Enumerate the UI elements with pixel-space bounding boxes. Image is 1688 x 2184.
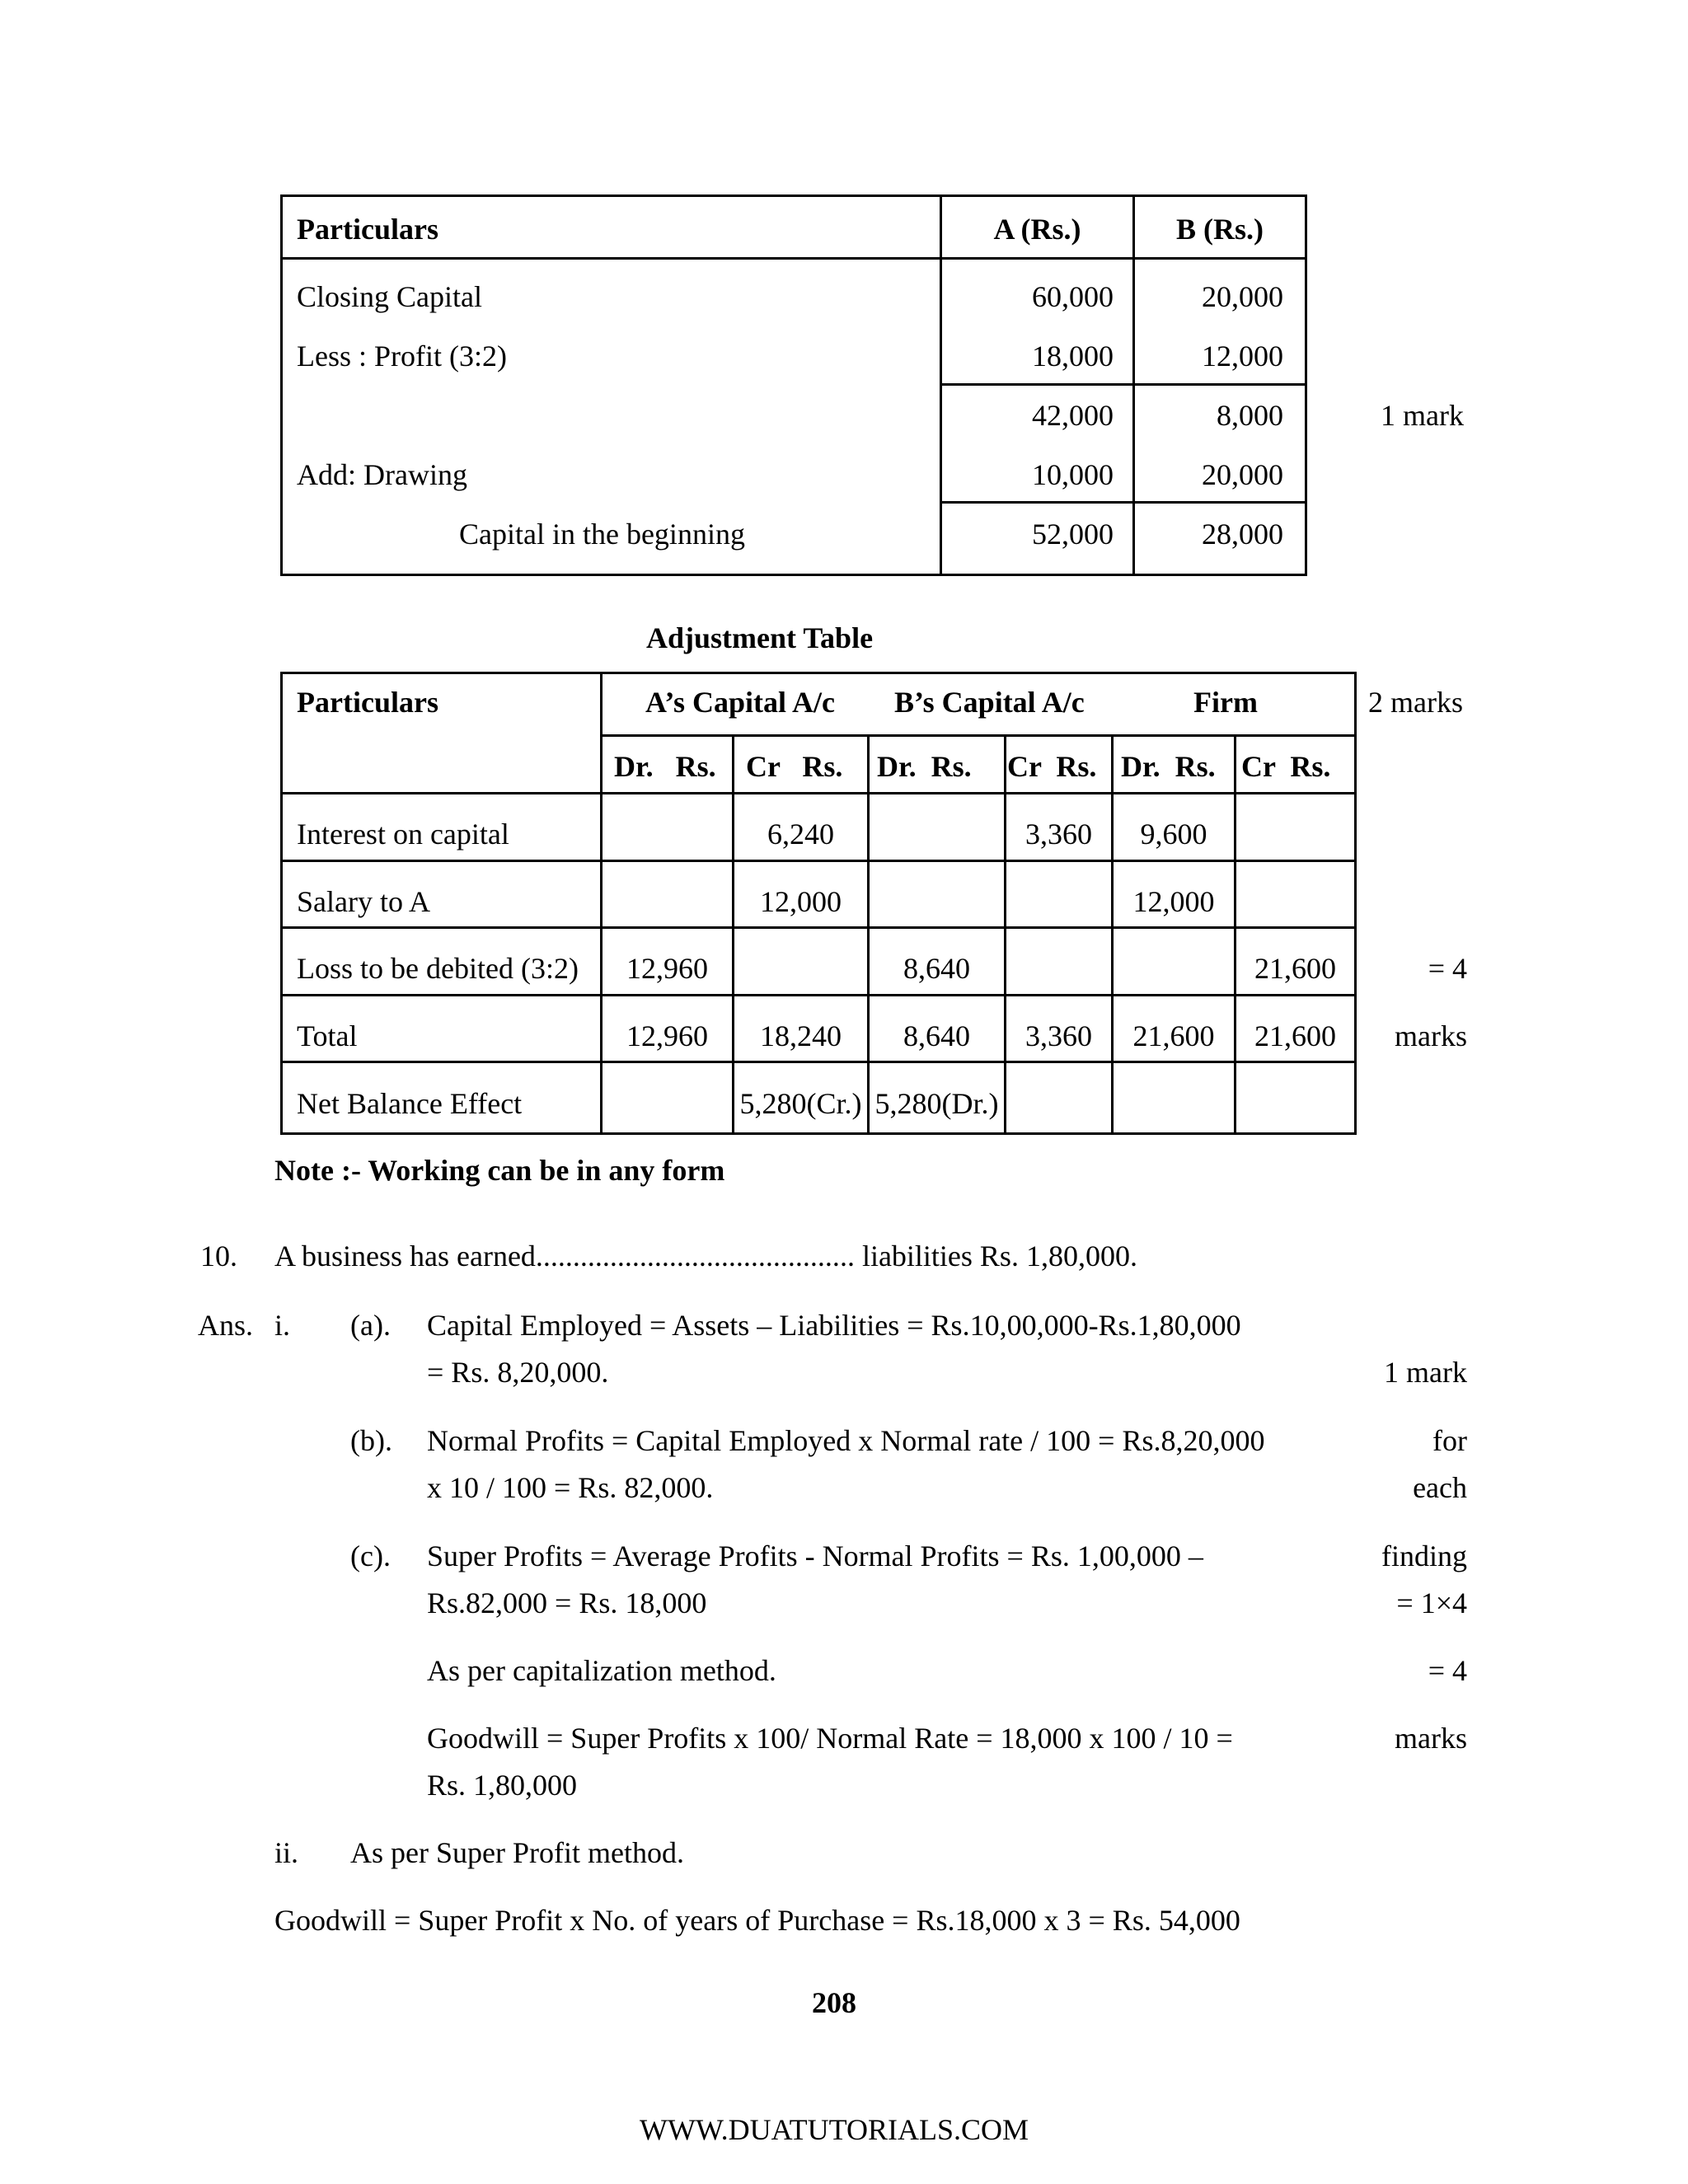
question-text-start: A business has earned......................................... (274, 1240, 840, 1272)
adjustment-table-title: Adjustment Table (646, 621, 874, 654)
header-b-capital: B’s Capital A/c (894, 686, 1085, 719)
cell-b-dr: 8,640 (903, 1019, 970, 1052)
answer-mark: for (1432, 1424, 1467, 1457)
cell-a-dr: 12,960 (626, 952, 708, 985)
adjustment-mark: marks (1395, 1019, 1467, 1052)
question-text-end: .. liabilities Rs. 1,80,000. (839, 1240, 1137, 1272)
answer-mark: marks (1395, 1722, 1467, 1755)
cell-f-dr: 21,600 (1132, 1019, 1215, 1052)
header-a-capital: A’s Capital A/c (645, 686, 835, 719)
header-f-dr: Dr. Rs. (1121, 750, 1216, 783)
page-number: 208 (812, 1986, 856, 2019)
cell-a-cr: 18,240 (760, 1019, 842, 1052)
ans-label: Ans. (198, 1309, 254, 1342)
header-a-cr: Cr Rs. (746, 750, 843, 783)
cell-b-cr: 3,360 (1025, 1019, 1092, 1052)
header-b-cr: Cr Rs. (1007, 750, 1097, 783)
goodwill-cap-line1: Goodwill = Super Profits x 100/ Normal Rate = 18,000 x 100 / 10 = (427, 1722, 1233, 1755)
item-c-line1: Super Profits = Average Profits - Normal Profits = Rs. 1,00,000 – (427, 1540, 1203, 1572)
cell-a-dr: 12,960 (626, 1019, 708, 1052)
row-label: Less : Profit (3:2) (297, 340, 507, 373)
header-a-dr: Dr. Rs. (614, 750, 716, 783)
part-ii-label: ii. (274, 1836, 299, 1869)
row-b: 20,000 (1202, 458, 1283, 491)
question-number: 10. (200, 1240, 237, 1272)
item-c-label: (c). (350, 1540, 391, 1572)
row-a: 52,000 (1032, 518, 1114, 551)
table-row-label: Total (297, 1019, 358, 1052)
table-row-label: Loss to be debited (3:2) (297, 952, 579, 985)
cell-b-dr: 8,640 (903, 952, 970, 985)
adjustment-mark: 2 marks (1368, 686, 1463, 719)
cell-a-cr: 12,000 (760, 885, 842, 918)
item-a-line1: Capital Employed = Assets – Liabilities = Rs.10,00,000-Rs.1,80,000 (427, 1309, 1241, 1342)
cell-a-cr: 5,280(Cr.) (739, 1087, 862, 1120)
row-b: 20,000 (1202, 280, 1283, 313)
website-footer: WWW.DUATUTORIALS.COM (640, 2113, 1029, 2146)
cell-f-cr: 21,600 (1254, 1019, 1336, 1052)
row-b: 28,000 (1202, 518, 1283, 551)
capital-table-mark: 1 mark (1381, 399, 1464, 432)
row-b: 12,000 (1202, 340, 1283, 373)
item-a-label: (a). (350, 1309, 391, 1342)
header-particulars: Particulars (297, 686, 438, 719)
header-b-dr: Dr. Rs. (877, 750, 972, 783)
header-firm: Firm (1193, 686, 1258, 719)
header-particulars: Particulars (297, 213, 438, 246)
item-c-line2: Rs.82,000 = Rs. 18,000 (427, 1586, 707, 1619)
answer-mark: = 4 (1428, 1654, 1467, 1687)
header-a: A (Rs.) (993, 213, 1081, 246)
goodwill-cap-line2: Rs. 1,80,000 (427, 1769, 578, 1802)
row-a: 42,000 (1032, 399, 1114, 432)
header-b: B (Rs.) (1176, 213, 1264, 246)
cell-f-dr: 12,000 (1132, 885, 1215, 918)
table-row-label: Salary to A (297, 885, 430, 918)
table-row-label: Interest on capital (297, 818, 509, 851)
cell-b-cr: 3,360 (1025, 818, 1092, 851)
answer-mark: each (1413, 1471, 1467, 1504)
row-label: Capital in the beginning (459, 518, 745, 551)
row-a: 60,000 (1032, 280, 1114, 313)
row-b: 8,000 (1217, 399, 1283, 432)
item-b-line1: Normal Profits = Capital Employed x Normal rate / 100 = Rs.8,20,000 (427, 1424, 1265, 1457)
answer-mark: finding (1381, 1540, 1467, 1572)
part-i-label: i. (274, 1309, 291, 1342)
row-a: 10,000 (1032, 458, 1114, 491)
note: Note :- Working can be in any form (274, 1154, 725, 1187)
goodwill-sp-line: Goodwill = Super Profit x No. of years of Purchase = Rs.18,000 x 3 = Rs. 54,000 (274, 1904, 1240, 1937)
cell-a-cr: 6,240 (767, 818, 834, 851)
cell-f-dr: 9,600 (1140, 818, 1207, 851)
answer-mark: = 1×4 (1396, 1586, 1467, 1619)
item-b-line2: x 10 / 100 = Rs. 82,000. (427, 1471, 714, 1504)
row-label: Add: Drawing (297, 458, 467, 491)
adjustment-mark: = 4 (1428, 952, 1467, 985)
row-label: Closing Capital (297, 280, 482, 313)
capitalization-line: As per capitalization method. (427, 1654, 776, 1687)
item-b-label: (b). (350, 1424, 392, 1457)
table-row-label: Net Balance Effect (297, 1087, 523, 1120)
super-profit-line: As per Super Profit method. (350, 1836, 684, 1869)
item-a-line2: = Rs. 8,20,000. (427, 1356, 609, 1389)
cell-b-dr: 5,280(Dr.) (874, 1087, 999, 1120)
question-text (274, 1241, 1137, 1271)
answer-mark: 1 mark (1384, 1356, 1467, 1389)
row-a: 18,000 (1032, 340, 1114, 373)
header-f-cr: Cr Rs. (1241, 750, 1331, 783)
cell-f-cr: 21,600 (1254, 952, 1336, 985)
